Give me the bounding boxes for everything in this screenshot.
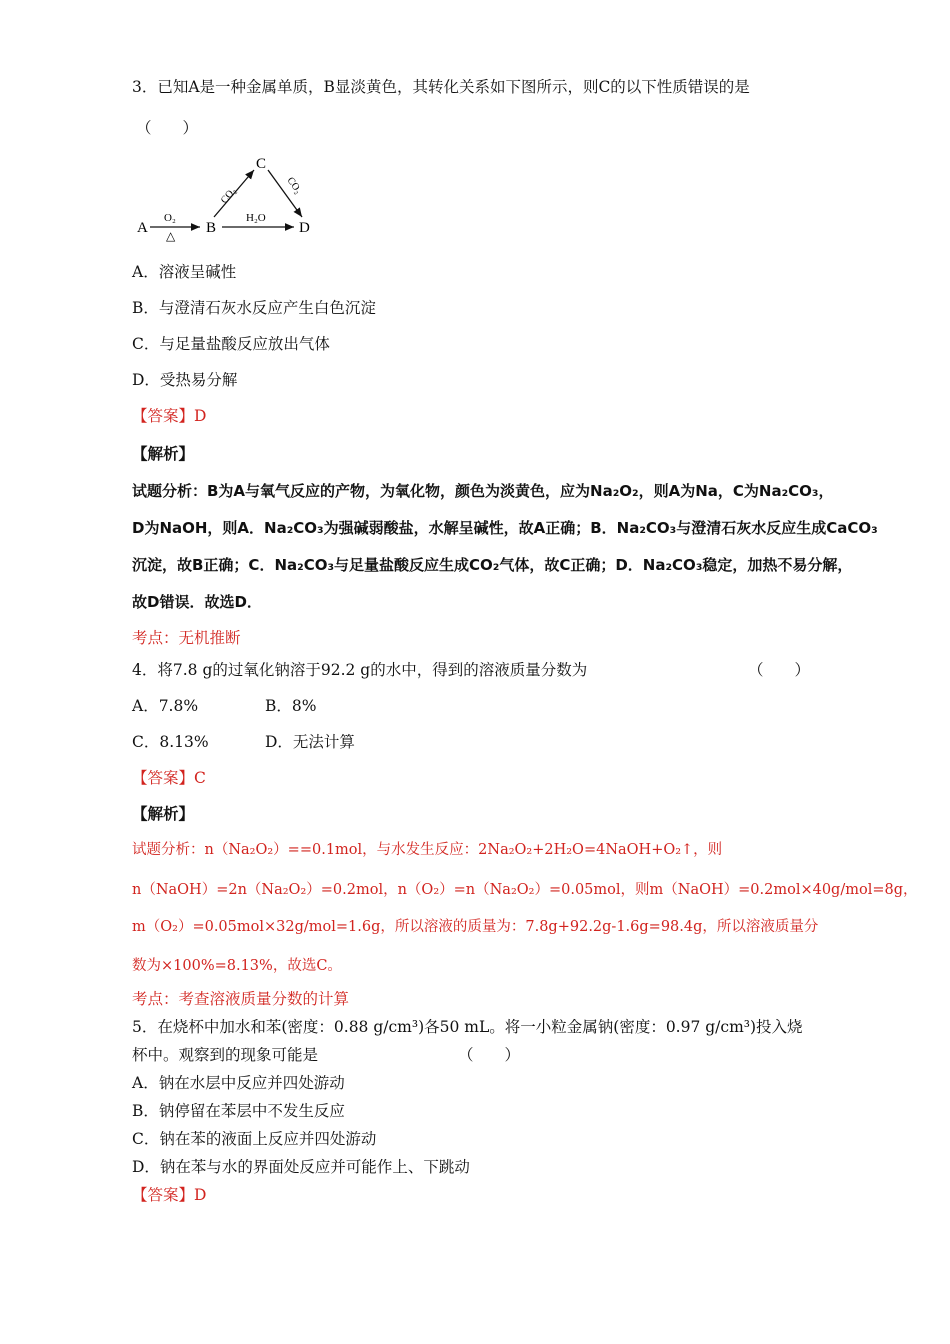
q4-option-c: C．8.13% — [132, 733, 209, 751]
q4-stem: 4．将7.8 g的过氧化钠溶于92.2 g的水中，得到的溶液质量分数为 — [132, 661, 588, 679]
diagram-node-d: D — [299, 220, 310, 236]
q3-answer — [132, 406, 206, 426]
q4-point: 考点：考查溶液质量分数的计算 — [132, 990, 350, 1008]
q5-answer-value: D — [194, 1186, 207, 1204]
q3-analysis-tag: 【解析】 — [132, 444, 195, 463]
q5-stem-line-1: 5．在烧杯中加水和苯(密度：0.88 g/cm³)各50 mL。将一小粒金属钠(密度：0.97 g/cm³)投入烧 — [132, 1018, 803, 1036]
q5-stem-line-2: 杯中。观察到的现象可能是 — [132, 1046, 319, 1064]
q3-blank: （ ） — [136, 119, 199, 137]
diagram-node-b: B — [206, 220, 217, 236]
diagram-label-heat: △ — [166, 229, 176, 242]
q4-analysis-line-1: 试题分析：n（Na₂O₂）==0.1mol，与水发生反应：2Na₂O₂+2H₂O=4NaOH+O₂↑，则 — [132, 842, 723, 858]
q4-blank: （ ） — [748, 661, 811, 679]
q5-option-a: A．钠在水层中反应并四处游动 — [132, 1074, 345, 1092]
q4-analysis-line-4: 数为×100%=8.13%，故选C。 — [132, 958, 342, 974]
diagram-label-co2-left: CO₂ — [218, 185, 239, 206]
q4-option-d: D．无法计算 — [265, 733, 355, 751]
diagram-node-c: C — [256, 156, 267, 172]
q3-option-d: D．受热易分解 — [132, 371, 238, 389]
q3-analysis-line-1: 试题分析：B为A与氧气反应的产物，为氧化物，颜色为淡黄色，应为Na₂O₂，则A为Na，C为Na₂CO₃， — [132, 482, 834, 500]
q5-option-c: C．钠在苯的液面上反应并四处游动 — [132, 1130, 377, 1148]
q3-option-b: B．与澄清石灰水反应产生白色沉淀 — [132, 299, 376, 317]
q3-transformation-diagram — [132, 152, 332, 242]
q4-analysis-line-3: m（O₂）=0.05mol×32g/mol=1.6g，所以溶液的质量为：7.8g+92.2g-1.6g=98.4g，所以溶液质量分 — [132, 919, 819, 935]
q4-option-a: A．7.8% — [132, 697, 199, 715]
diagram-node-a: A — [137, 220, 148, 236]
q3-answer-tag: 【答案】 — [132, 407, 195, 425]
q5-answer — [132, 1185, 206, 1205]
q4-option-b: B．8% — [265, 697, 317, 715]
q5-option-b: B．钠停留在苯层中不发生反应 — [132, 1102, 345, 1120]
q4-answer — [132, 768, 206, 788]
q5-blank: （ ） — [458, 1046, 521, 1064]
q3-point: 考点：无机推断 — [132, 629, 241, 647]
diagram-label-h2o: H₂O — [246, 212, 266, 224]
q3-stem: 3．已知A是一种金属单质，B显淡黄色，其转化关系如下图所示，则C的以下性质错误的是 — [132, 78, 750, 96]
q5-option-d: D．钠在苯与水的界面处反应并可能作上、下跳动 — [132, 1158, 470, 1176]
q4-analysis-tag: 【解析】 — [132, 804, 195, 823]
q3-analysis-line-2: D为NaOH，则A．Na₂CO₃为强碱弱酸盐，水解呈碱性，故A正确；B．Na₂CO₃与澄清石灰水反应生成CaCO₃ — [132, 519, 878, 537]
q3-option-a: A．溶液呈碱性 — [132, 263, 237, 281]
q3-analysis-line-3: 沉淀，故B正确；C．Na₂CO₃与足量盐酸反应生成CO₂气体，故C正确；D．Na₂CO₃稳定，加热不易分解， — [132, 556, 853, 574]
diagram-label-co2-right: CO₂ — [284, 175, 304, 196]
q5-answer-tag: 【答案】 — [132, 1186, 195, 1204]
q3-answer-value: D — [194, 407, 207, 425]
q4-answer-value: C — [194, 769, 206, 787]
diagram-label-o2: O₂ — [164, 212, 176, 224]
q3-analysis-line-4: 故D错误．故选D． — [132, 593, 262, 611]
q4-answer-tag: 【答案】 — [132, 769, 195, 787]
q4-analysis-line-2: n（NaOH）=2n（Na₂O₂）=0.2mol，n（O₂）=n（Na₂O₂）=0.05mol，则m（NaOH）=0.2mol×40g/mol=8g， — [132, 882, 918, 898]
q3-option-c: C．与足量盐酸反应放出气体 — [132, 335, 330, 353]
